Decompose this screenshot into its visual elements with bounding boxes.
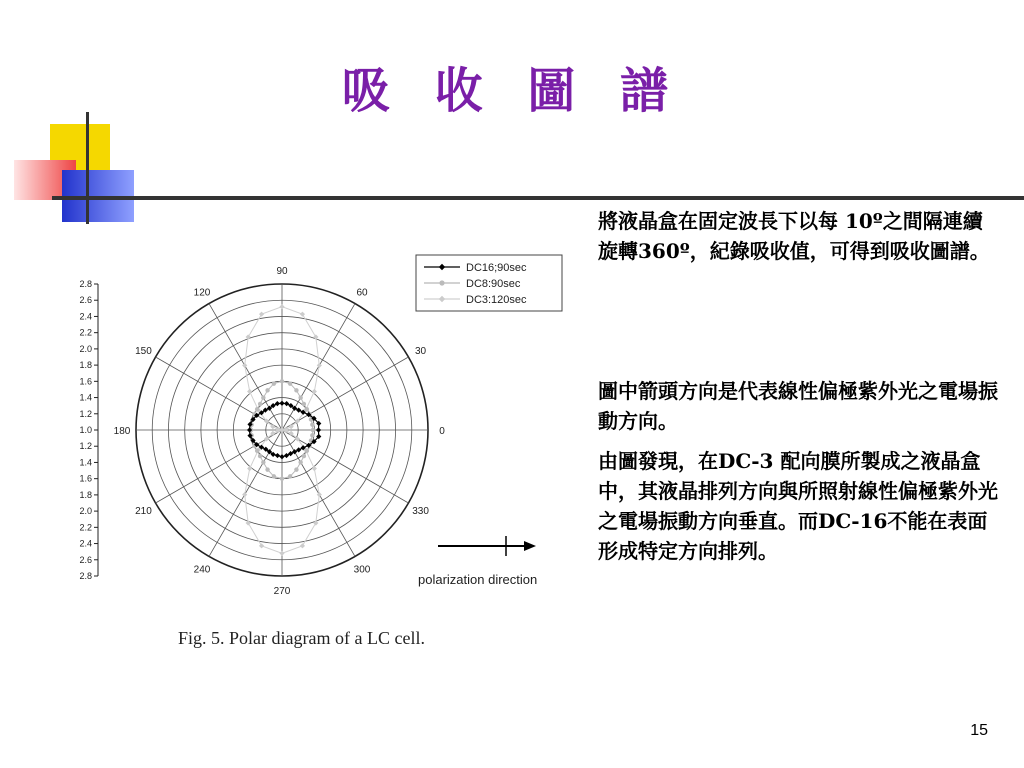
angle-tick-label: 210 — [135, 506, 152, 517]
data-point — [300, 543, 305, 548]
data-point — [279, 304, 284, 309]
data-point — [261, 460, 265, 464]
data-point — [313, 520, 318, 525]
angle-tick-label: 330 — [412, 506, 429, 517]
data-point — [258, 402, 262, 406]
radial-tick-label: 1.4 — [79, 392, 92, 403]
data-point — [275, 453, 280, 458]
data-point — [279, 401, 284, 406]
angle-tick-label: 150 — [135, 346, 152, 357]
data-point — [288, 474, 292, 478]
polarization-arrow — [418, 536, 537, 587]
polar-chart — [60, 250, 580, 630]
data-point — [247, 466, 252, 471]
data-point — [298, 395, 302, 399]
data-point — [265, 467, 269, 471]
angle-tick-label: 270 — [273, 586, 291, 597]
data-point — [288, 381, 292, 385]
radial-tick-label: 2.4 — [79, 538, 92, 549]
data-point — [279, 427, 284, 432]
data-point — [279, 551, 284, 556]
data-point — [280, 379, 284, 383]
chart-legend — [416, 255, 562, 311]
data-point — [317, 492, 322, 497]
data-point — [305, 449, 309, 453]
angle-tick-label: 180 — [113, 426, 131, 437]
data-point — [312, 466, 317, 471]
arrow-head — [524, 541, 536, 551]
data-point — [294, 388, 298, 392]
radial-tick-label: 2.6 — [79, 295, 92, 306]
slide-title: 吸 收 圖 譜 — [341, 63, 683, 119]
data-point — [280, 476, 284, 480]
data-point — [302, 402, 306, 406]
angle-tick-label: 60 — [356, 287, 368, 299]
data-point — [247, 389, 252, 394]
data-point — [305, 407, 309, 411]
angle-tick-label: 0 — [439, 426, 445, 437]
data-point — [246, 520, 251, 525]
data-point — [310, 433, 314, 437]
angle-tick-label: 300 — [353, 564, 371, 576]
data-point — [312, 389, 317, 394]
paragraph-findings: 由圖發現，在DC-3 配向膜所製成之液晶盒中，其液晶排列方向與所照射線性偏極紫外光之電場振動方向垂直。而DC-16不能在表面形成特定方向排列。 — [598, 449, 998, 563]
radial-tick-label: 2.2 — [79, 522, 92, 533]
data-point — [311, 428, 315, 432]
deco-vertical-line — [86, 112, 89, 224]
data-point — [255, 449, 259, 453]
radial-tick-label: 1.8 — [79, 489, 92, 500]
data-point — [300, 312, 305, 317]
radial-tick-label: 1.2 — [79, 441, 92, 452]
radial-tick-label: 1.6 — [79, 376, 92, 387]
paragraph-arrow: 圖中箭頭方向是代表線性偏極紫外光之電場振動方向。 — [598, 379, 998, 433]
data-point — [259, 543, 264, 548]
figure-caption: Fig. 5. Polar diagram of a LC cell. — [178, 628, 425, 648]
data-point — [317, 363, 322, 368]
data-point — [272, 474, 276, 478]
title-divider — [52, 196, 1024, 200]
angle-tick-label: 120 — [193, 287, 211, 299]
data-point — [255, 407, 259, 411]
data-point — [259, 312, 264, 317]
legend-marker — [439, 280, 444, 285]
page-number: 15 — [970, 722, 988, 739]
radial-tick-label: 1.4 — [79, 457, 92, 468]
data-point — [294, 467, 298, 471]
data-point — [265, 388, 269, 392]
radial-tick-label: 2.8 — [79, 279, 92, 289]
angle-tick-label: 30 — [415, 346, 427, 357]
legend-label: DC3:120sec — [466, 294, 527, 306]
data-point — [242, 492, 247, 497]
angle-tick-label: 90 — [276, 266, 288, 277]
angle-tick-label: 240 — [193, 564, 211, 576]
radial-tick-label: 2.4 — [79, 311, 92, 322]
data-point — [313, 334, 318, 339]
data-point — [298, 460, 302, 464]
radial-tick-label: 2.0 — [79, 506, 92, 517]
radial-tick-label: 2.0 — [79, 343, 92, 354]
legend-label: DC8:90sec — [466, 278, 521, 290]
data-point — [246, 334, 251, 339]
data-point — [302, 454, 306, 458]
radial-tick-label: 1.6 — [79, 473, 92, 484]
data-point — [310, 422, 314, 426]
data-point — [272, 381, 276, 385]
data-point — [261, 395, 265, 399]
radial-tick-label: 1.0 — [79, 425, 92, 435]
arrow-label: polarization direction — [418, 572, 538, 587]
radial-tick-label: 2.2 — [79, 327, 92, 338]
legend-label: DC16;90sec — [466, 262, 527, 274]
radial-axis — [79, 279, 98, 581]
radial-tick-label: 2.6 — [79, 554, 92, 565]
paragraph-rotation: 將液晶盒在固定波長下以每 10º之間隔連續旋轉360º，紀錄吸收值，可得到吸收圖譜。 — [598, 209, 990, 263]
radial-tick-label: 1.2 — [79, 408, 92, 419]
data-point — [279, 454, 284, 459]
radial-tick-label: 2.8 — [79, 571, 92, 581]
data-point — [316, 427, 321, 432]
radial-tick-label: 1.8 — [79, 360, 92, 371]
data-point — [258, 454, 262, 458]
data-point — [242, 363, 247, 368]
